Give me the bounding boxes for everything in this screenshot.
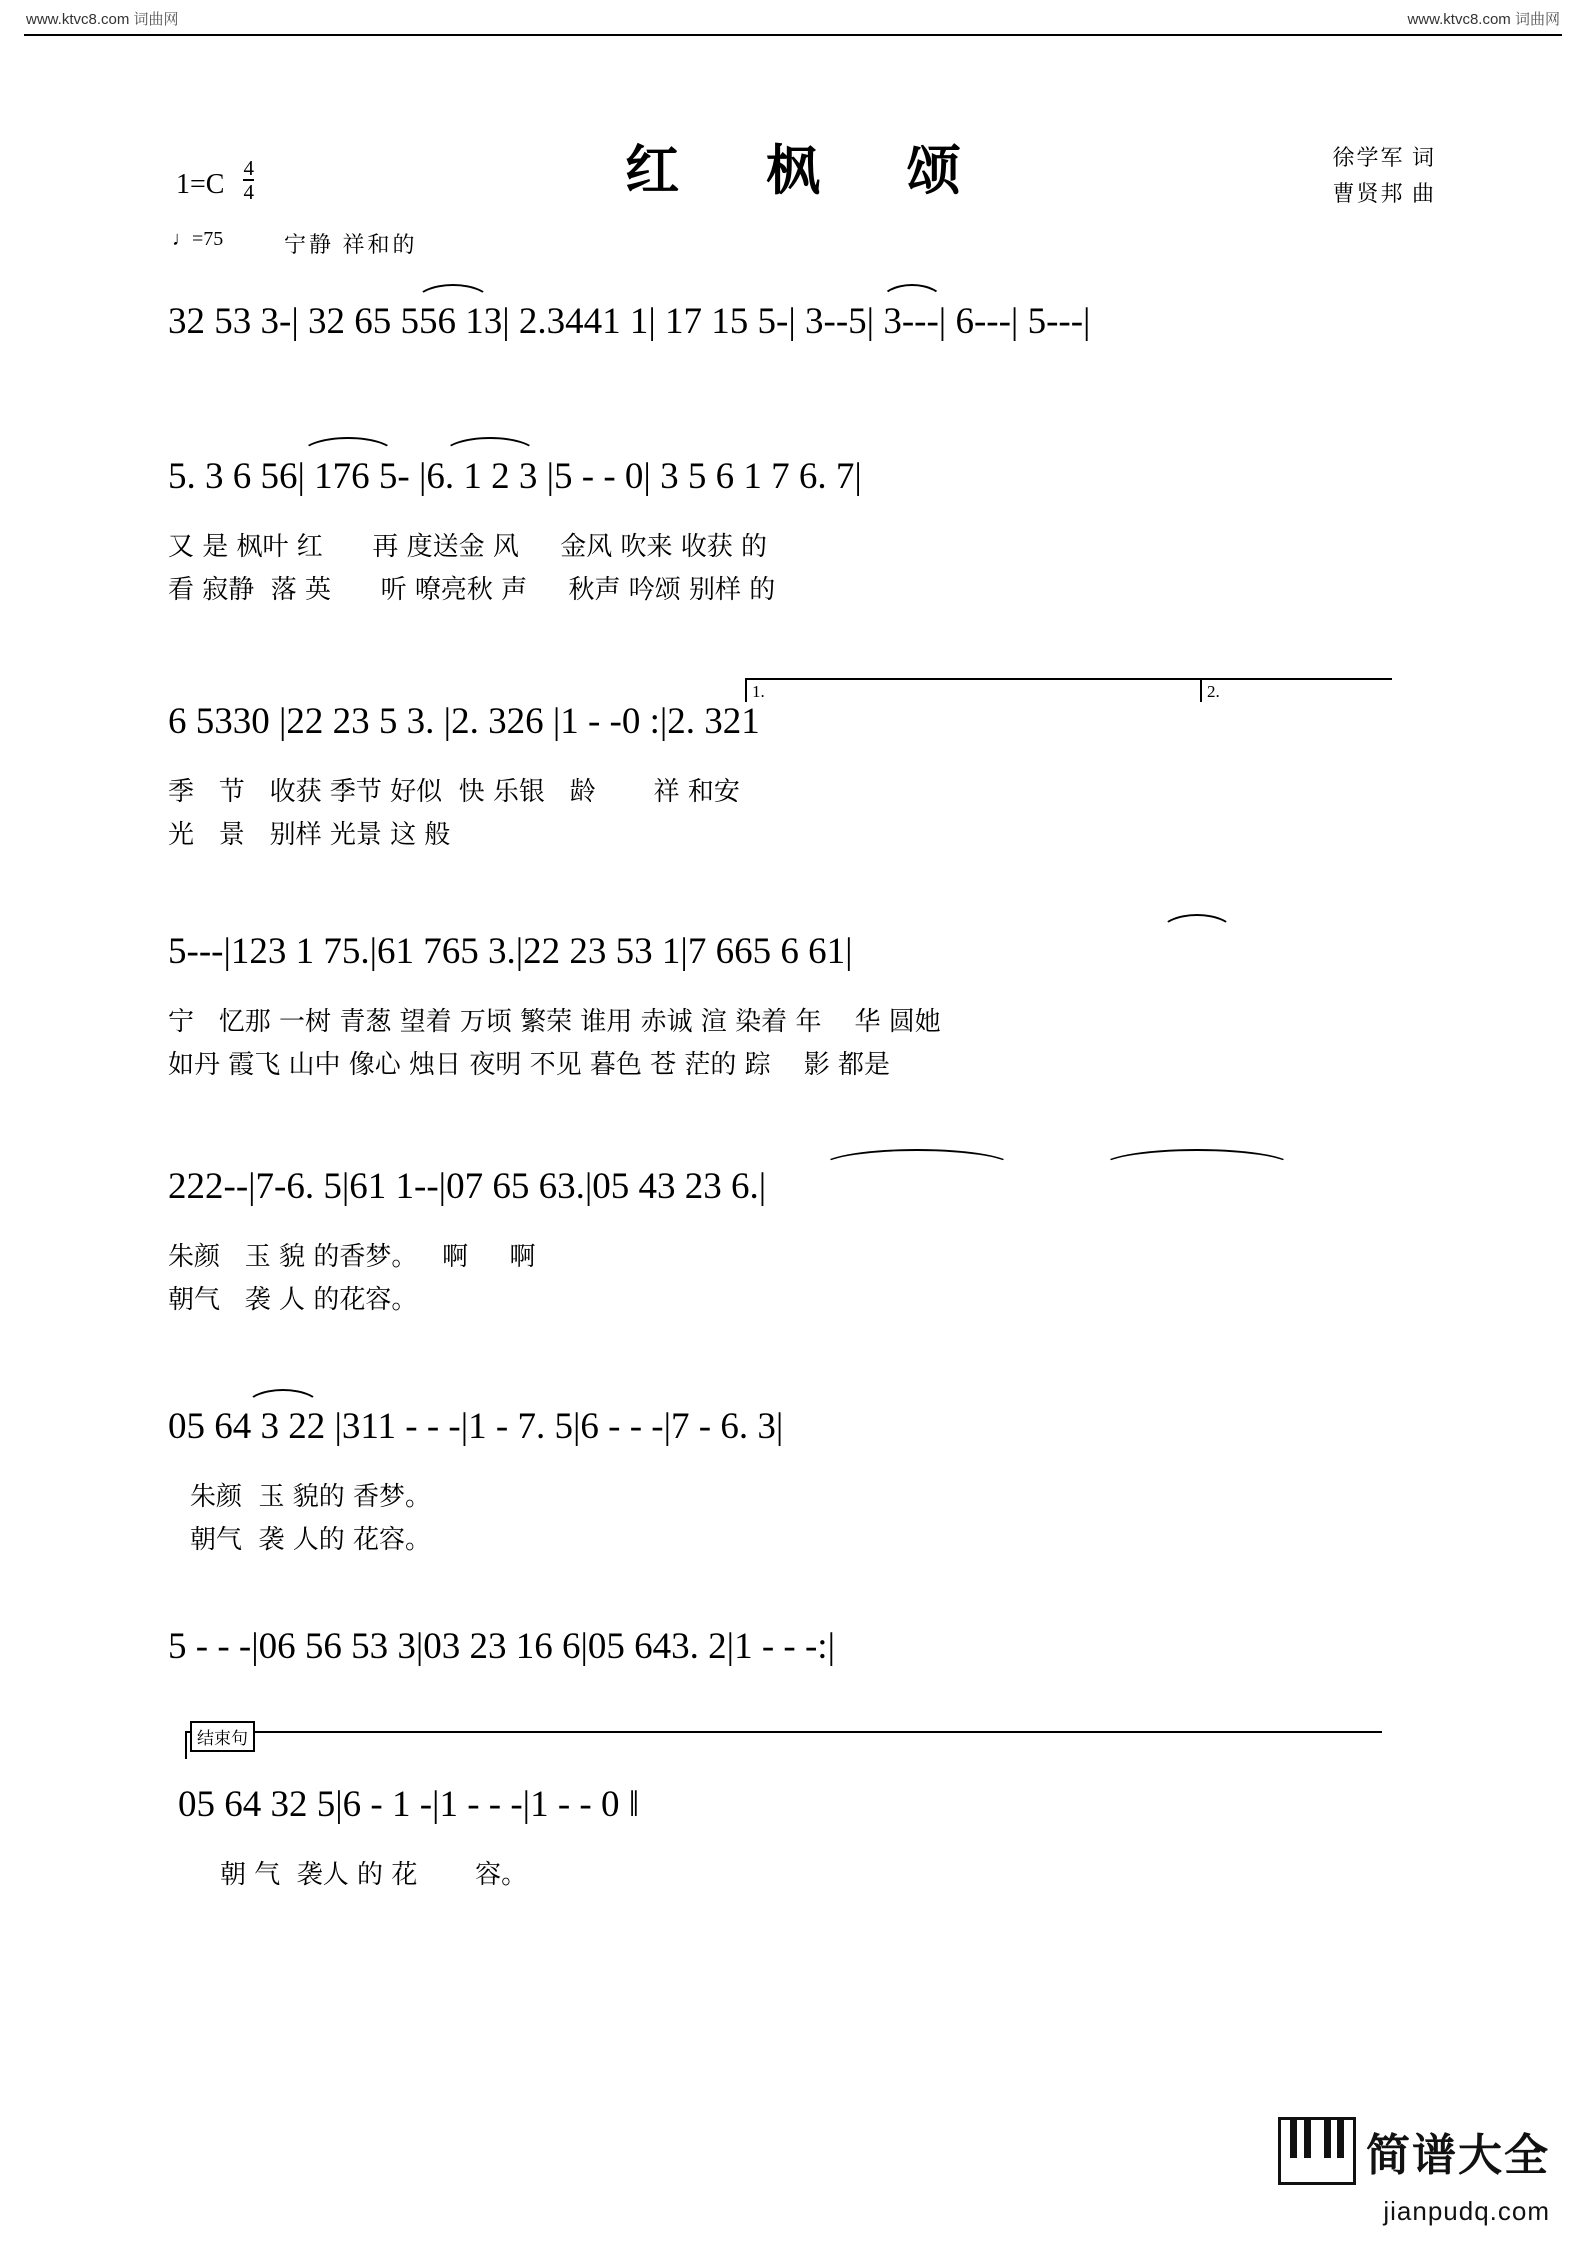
- lyrics-verse-2: 朝气 袭 人的 花容。: [190, 1525, 432, 1555]
- music-system-1: [0, 300, 1586, 343]
- notation-line: 5. 3 6 56| 176 5- |6. 1 2 3 |5 - - 0| 3 5 6 1 7 6. 7|: [168, 456, 862, 497]
- time-signature: [243, 158, 254, 203]
- header-divider: [24, 34, 1562, 36]
- notation-line: 5 - - -|06 56 53 3|03 23 16 6|05 643. 2|1 - - -:|: [168, 1626, 835, 1667]
- coda-label: 结束句: [190, 1721, 255, 1752]
- watermark-left-url: www.ktvc8.com: [26, 11, 130, 28]
- lyrics-verse-1: 朱颜 玉 貌的 香梦。: [190, 1482, 432, 1512]
- notation-line: 6 5330 |22 23 5 3. |2. 326 |1 - -0 :|2. 321: [168, 701, 760, 742]
- volta-bracket-2: [1200, 678, 1392, 702]
- key-signature: [176, 158, 254, 203]
- slur-arc: [1160, 914, 1234, 932]
- page-title: 红 枫 颂: [625, 138, 995, 202]
- watermark-left: [26, 8, 179, 29]
- notation-line: 5---|123 1 75.|61 765 3.|22 23 53 1|7 665 6 61|: [168, 931, 853, 972]
- slur-arc: [245, 1389, 321, 1407]
- lyrics-verse-2: 如丹 霞飞 山中 像心 烛日 夜明 不见 暮色 苍 茫的 踪 影 都是: [168, 1050, 890, 1080]
- volta-bracket-1: [745, 678, 1217, 702]
- music-system-3: [0, 682, 1586, 851]
- watermark-right-url: www.ktvc8.com: [1407, 11, 1511, 28]
- volta-number-1: 1.: [752, 682, 765, 701]
- credits: [1332, 140, 1436, 212]
- site-logo-url: jianpudq.com: [1383, 2196, 1550, 2226]
- piano-keys-icon: [1278, 2117, 1356, 2185]
- slur-arc: [1100, 1149, 1294, 1167]
- music-system-4: [0, 930, 1586, 1081]
- slur-arc: [820, 1149, 1014, 1167]
- time-signature-denominator: 4: [243, 180, 254, 204]
- time-signature-numerator: 4: [243, 156, 254, 180]
- slur-arc: [300, 437, 396, 455]
- coda-bracket: [185, 1731, 1382, 1759]
- watermark-right-text: 词曲网: [1514, 11, 1560, 28]
- notation-line: 32 53 3-| 32 65 556 13| 2.3441 1| 17 15 5-| 3--5| 3---| 6---| 5---|: [168, 301, 1091, 342]
- lyrics-verse-1: 朱颜 玉 貌 的香梦。 啊 啊: [168, 1242, 536, 1272]
- slur-arc: [415, 284, 491, 302]
- slur-arc: [880, 284, 944, 302]
- music-system-6: [0, 1405, 1586, 1556]
- lyrics-verse-2: 朝气 袭 人 的花容。: [168, 1285, 418, 1315]
- music-system-2: [0, 455, 1586, 606]
- key-label: 1=C: [176, 169, 225, 200]
- notation-line: 05 64 32 5|6 - 1 -|1 - - -|1 - - 0 ‖: [178, 1784, 640, 1825]
- volta-number-2: 2.: [1207, 682, 1220, 701]
- lyrics-verse-1: 朝 气 袭人 的 花 容。: [220, 1860, 528, 1890]
- watermark-left-text: 词曲网: [133, 11, 179, 28]
- music-system-5: [0, 1165, 1586, 1316]
- lyrics-verse-2: 光 景 别样 光景 这 般: [168, 820, 451, 850]
- mood-marking: 宁静 祥和的: [284, 232, 418, 257]
- lyrics-verse-1: 又 是 枫叶 红 再 度送金 风 金风 吹来 收获 的: [168, 532, 768, 562]
- lyrics-verse-1: 季 节 收获 季节 好似 快 乐银 龄 祥 和安: [168, 777, 740, 807]
- slur-arc: [442, 437, 538, 455]
- watermark-right: [1407, 8, 1560, 29]
- music-system-8: [0, 1729, 1586, 1891]
- music-system-7: [0, 1625, 1586, 1668]
- site-logo-text: 简谱大全: [1366, 2130, 1550, 2181]
- notation-line: 05 64 3 22 |311 - - -|1 - 7. 5|6 - - -|7 - 6. 3|: [168, 1406, 784, 1447]
- lyricist-credit: 徐学军 词: [1332, 145, 1436, 170]
- site-logo: [1278, 2117, 1550, 2185]
- composer-credit: 曹贤邦 曲: [1332, 181, 1436, 206]
- notation-line: 222--|7-6. 5|61 1--|07 65 63.|05 43 23 6.|: [168, 1166, 767, 1207]
- lyrics-verse-2: 看 寂静 落 英 听 嘹亮秋 声 秋声 吟颂 别样 的: [168, 575, 776, 605]
- lyrics-verse-1: 宁 忆那 一树 青葱 望着 万顷 繁荣 谁用 赤诚 渲 染着 年 华 圆她: [168, 1007, 941, 1037]
- tempo-marking: ♩=75: [172, 228, 224, 250]
